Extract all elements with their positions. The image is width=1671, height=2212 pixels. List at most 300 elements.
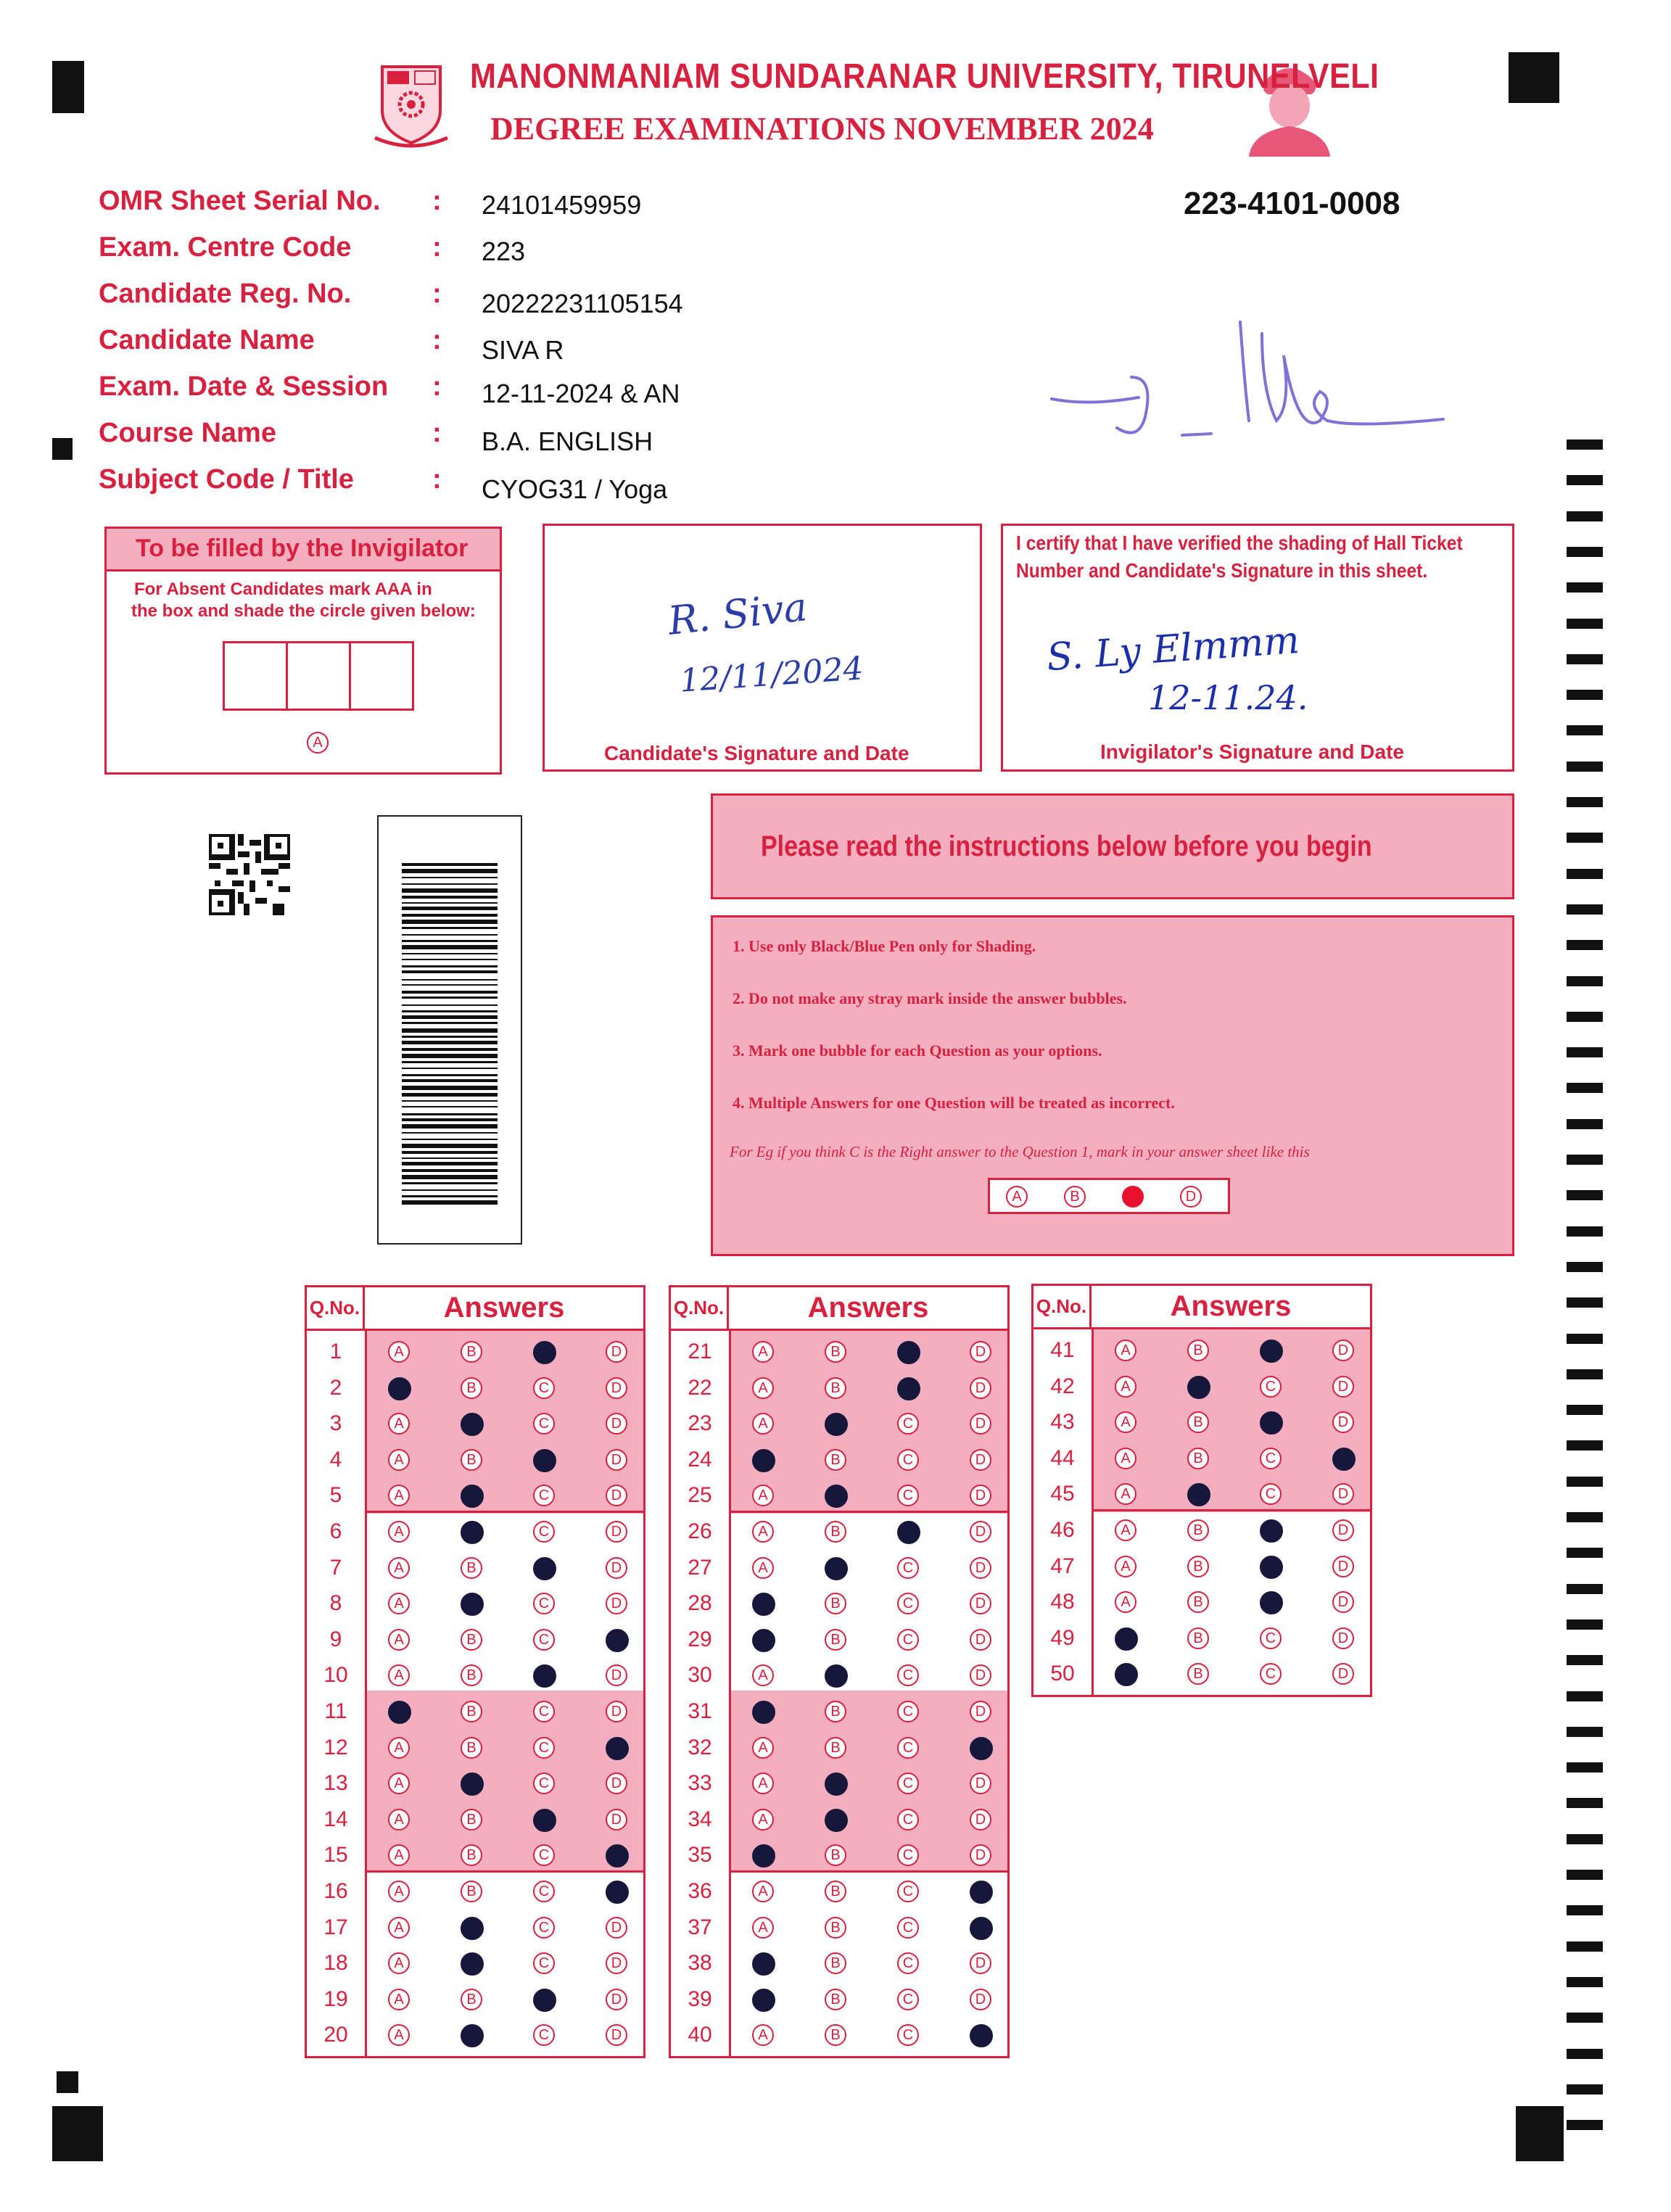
answer-bubble-c[interactable]: C	[533, 1629, 555, 1651]
answer-bubble-b[interactable]: B	[461, 1449, 482, 1471]
answer-bubble-b[interactable]: B	[825, 1377, 846, 1399]
answer-bubble-c[interactable]	[1260, 1591, 1283, 1614]
question-number: 22	[688, 1375, 712, 1400]
answer-bubble-c[interactable]: C	[533, 1413, 555, 1435]
answer-bubble-b[interactable]: B	[1187, 1627, 1209, 1649]
answer-bubble-c[interactable]: C	[533, 2024, 555, 2046]
question-number: 34	[688, 1807, 712, 1831]
answer-bubble-c[interactable]: C	[897, 1701, 919, 1722]
answer-bubble-c[interactable]: C	[897, 1629, 919, 1651]
answer-bubble-d[interactable]: D	[1332, 1627, 1354, 1649]
answer-bubble-a[interactable]: A	[1115, 1340, 1136, 1361]
answer-row	[671, 1837, 1007, 1873]
answer-bubble-b[interactable]: B	[461, 1557, 482, 1579]
answer-bubble-b[interactable]	[825, 1485, 848, 1508]
answer-bubble-a[interactable]: A	[752, 2024, 774, 2046]
answer-bubble-b[interactable]: B	[461, 1341, 482, 1363]
answer-bubble-a[interactable]: A	[752, 1485, 774, 1506]
answer-bubble-b[interactable]: B	[825, 1341, 846, 1363]
answer-bubble-c[interactable]: C	[533, 1881, 555, 1902]
info-label: Candidate Name	[99, 325, 315, 355]
answer-bubble-d[interactable]: D	[1332, 1663, 1354, 1685]
barcode-bar	[402, 1036, 498, 1038]
answer-bubble-b[interactable]: B	[825, 1844, 846, 1866]
barcode-bar	[402, 945, 498, 949]
answer-bubble-b[interactable]	[825, 1413, 848, 1436]
answer-bubble-d[interactable]: D	[1332, 1376, 1354, 1398]
question-number: 29	[688, 1627, 712, 1651]
answer-bubble-b[interactable]: B	[825, 1989, 846, 2010]
barcode-bar	[402, 1157, 498, 1159]
timing-mark	[1567, 1977, 1603, 1987]
barcode-bar	[402, 1139, 498, 1140]
question-number: 1	[329, 1340, 342, 1363]
answer-row	[671, 1550, 1007, 1586]
answer-bubble-d[interactable]: D	[606, 1485, 627, 1506]
answer-bubble-c[interactable]: C	[1260, 1627, 1282, 1649]
qno-header: Q.No.	[1033, 1286, 1092, 1327]
answer-row	[307, 1873, 643, 1910]
answer-bubble-a[interactable]	[752, 1989, 775, 2012]
answer-bubble-b[interactable]	[461, 1917, 484, 1940]
answer-row	[671, 1802, 1007, 1838]
answer-bubble-c[interactable]	[1260, 1411, 1283, 1435]
timing-mark	[1567, 1262, 1603, 1272]
answer-table-header	[1033, 1286, 1370, 1329]
answer-bubble-a[interactable]: A	[1115, 1556, 1136, 1577]
question-number: 6	[329, 1519, 342, 1543]
absent-mark-box-3[interactable]	[351, 641, 414, 711]
answer-bubble-a[interactable]: A	[388, 1881, 410, 1902]
answer-bubble-d[interactable]: D	[606, 1664, 627, 1686]
answer-bubble-d[interactable]: D	[606, 1952, 627, 1974]
question-number: 26	[688, 1519, 712, 1543]
answer-bubble-c[interactable]	[533, 1809, 556, 1832]
absent-instructions-line1: For Absent Candidates mark AAA in	[134, 579, 432, 599]
answer-bubble-b[interactable]: B	[825, 1737, 846, 1759]
answer-bubble-b[interactable]	[825, 1809, 848, 1832]
absent-mark-box-2[interactable]	[288, 641, 351, 711]
candidate-signature-box	[542, 524, 982, 772]
answer-row	[307, 1334, 643, 1370]
answer-bubble-c[interactable]: C	[533, 1521, 555, 1543]
answer-bubble-b[interactable]: B	[1187, 1448, 1209, 1469]
answer-bubble-c[interactable]: C	[897, 1449, 919, 1471]
answer-bubble-c[interactable]: C	[533, 1485, 555, 1506]
answer-bubble-a[interactable]: A	[388, 1737, 410, 1759]
answer-bubble-a[interactable]: A	[388, 1629, 410, 1651]
timing-mark	[1567, 976, 1603, 986]
timing-mark	[1567, 1012, 1603, 1022]
answer-bubble-a[interactable]: A	[388, 1449, 410, 1471]
answer-bubble-d[interactable]: D	[970, 1557, 991, 1579]
answer-bubble-b[interactable]: B	[1187, 1519, 1209, 1541]
answer-bubble-d[interactable]: D	[606, 1341, 627, 1363]
answer-bubble-d[interactable]: D	[606, 1701, 627, 1722]
answer-bubble-b[interactable]: B	[825, 1701, 846, 1722]
barcode-bar	[402, 1162, 498, 1165]
answer-bubble-d[interactable]: D	[970, 1629, 991, 1651]
answer-bubble-d[interactable]: D	[606, 2024, 627, 2046]
answer-bubble-b[interactable]: B	[825, 1521, 846, 1543]
invigilator-signature: S. Ly Elmmm	[1045, 618, 1301, 680]
invigilator-box-title: To be filled by the Invigilator	[136, 535, 469, 562]
answer-bubble-b[interactable]: B	[1187, 1340, 1209, 1361]
answer-bubble-a[interactable]: A	[1115, 1448, 1136, 1469]
answer-bubble-c[interactable]: C	[533, 1917, 555, 1939]
answer-bubble-b[interactable]: B	[461, 1809, 482, 1831]
answer-bubble-c[interactable]: C	[897, 1881, 919, 1902]
answer-bubble-c[interactable]	[533, 1664, 556, 1688]
answer-bubble-a[interactable]: A	[388, 1341, 410, 1363]
answer-bubble-a[interactable]: A	[388, 1593, 410, 1614]
answer-bubble-a[interactable]	[388, 1377, 411, 1400]
barcode-bar	[402, 1074, 498, 1076]
answer-bubble-b[interactable]	[461, 1773, 484, 1796]
answer-bubble-a[interactable]: A	[752, 1413, 774, 1435]
answer-bubble-d[interactable]: D	[970, 1701, 991, 1722]
answer-bubble-d[interactable]: D	[606, 1377, 627, 1399]
answer-bubble-d[interactable]: D	[1332, 1340, 1354, 1361]
timing-mark	[1567, 1190, 1603, 1200]
barcode-bar	[402, 1132, 498, 1134]
answer-row	[307, 1693, 643, 1730]
answer-bubble-b[interactable]: B	[461, 1629, 482, 1651]
answer-bubble-c[interactable]	[1260, 1340, 1283, 1363]
answer-bubble-a[interactable]: A	[388, 1952, 410, 1974]
example-bubble-b: B	[1064, 1186, 1086, 1208]
answer-bubble-a[interactable]	[1115, 1663, 1138, 1686]
answer-bubble-c[interactable]	[533, 1341, 556, 1364]
barcode-bar	[402, 1015, 498, 1019]
answer-bubble-d[interactable]: D	[970, 1809, 991, 1831]
answer-bubble-a[interactable]: A	[752, 1773, 774, 1794]
question-number: 19	[323, 1986, 348, 2011]
barcode-bar	[402, 1118, 498, 1121]
barcode-bar	[402, 1195, 498, 1197]
answer-bubble-d[interactable]: D	[606, 1557, 627, 1579]
answer-bubble-b[interactable]: B	[461, 1377, 482, 1399]
answer-bubble-b[interactable]	[461, 1593, 484, 1616]
answer-bubble-a[interactable]: A	[388, 1557, 410, 1579]
barcode-bar	[402, 888, 498, 893]
answer-bubble-c[interactable]: C	[533, 1844, 555, 1866]
answer-bubble-d[interactable]	[1332, 1448, 1356, 1471]
answer-bubble-a[interactable]: A	[388, 1989, 410, 2010]
answer-bubble-c[interactable]: C	[897, 2024, 919, 2046]
timing-mark	[1567, 1941, 1603, 1952]
answer-bubble-b[interactable]: B	[825, 1593, 846, 1614]
answer-bubble-a[interactable]: A	[388, 1485, 410, 1506]
answer-bubble-c[interactable]: C	[1260, 1448, 1282, 1469]
info-colon: :	[432, 464, 442, 495]
answer-bubble-a[interactable]: A	[388, 2024, 410, 2046]
answer-bubble-c[interactable]	[897, 1341, 920, 1364]
answer-bubble-b[interactable]	[461, 1952, 484, 1976]
info-value: SIVA R	[482, 335, 564, 365]
question-number: 31	[688, 1699, 712, 1723]
answer-bubble-d[interactable]: D	[970, 1844, 991, 1866]
answer-bubble-c[interactable]: C	[897, 1737, 919, 1759]
answer-bubble-d[interactable]	[606, 1844, 629, 1868]
answer-bubble-c[interactable]: C	[533, 1737, 555, 1759]
answer-bubble-b[interactable]	[1187, 1376, 1210, 1399]
question-number: 21	[688, 1340, 712, 1363]
timing-mark	[1567, 1155, 1603, 1165]
answer-bubble-b[interactable]	[461, 1485, 484, 1508]
answer-bubble-d[interactable]: D	[606, 1989, 627, 2010]
answer-bubble-a[interactable]	[752, 1701, 775, 1724]
answer-bubble-a[interactable]	[752, 1629, 775, 1652]
answer-bubble-c[interactable]	[1260, 1556, 1283, 1579]
answer-bubble-d[interactable]	[970, 1737, 993, 1760]
answer-bubble-d[interactable]	[970, 1881, 993, 1904]
barcode-bar	[402, 940, 498, 942]
answer-bubble-b[interactable]: B	[1187, 1411, 1209, 1433]
answer-bubble-a[interactable]: A	[1115, 1519, 1136, 1541]
answer-bubble-a[interactable]: A	[388, 1773, 410, 1794]
barcode-bar	[402, 883, 498, 885]
answer-row	[307, 1765, 643, 1802]
answers-header: Answers	[807, 1292, 929, 1324]
answer-bubble-b[interactable]: B	[825, 1917, 846, 1939]
answer-bubble-a[interactable]: A	[752, 1881, 774, 1902]
answer-bubble-b[interactable]: B	[461, 1701, 482, 1722]
question-number: 5	[329, 1483, 342, 1508]
answer-bubble-d[interactable]	[606, 1737, 629, 1760]
answer-bubble-d[interactable]: D	[606, 1809, 627, 1831]
answer-bubble-b[interactable]: B	[825, 1952, 846, 1974]
timing-mark	[1567, 762, 1603, 772]
timing-mark	[1567, 690, 1603, 700]
answer-bubble-c[interactable]: C	[897, 1809, 919, 1831]
answer-bubble-c[interactable]: C	[1260, 1483, 1282, 1505]
answer-bubble-a[interactable]: A	[1115, 1376, 1136, 1398]
answer-bubble-c[interactable]: C	[1260, 1376, 1282, 1398]
timing-mark	[1567, 833, 1603, 843]
answers-header: Answers	[443, 1292, 565, 1324]
answer-bubble-c[interactable]: C	[897, 1485, 919, 1506]
answer-bubble-c[interactable]: C	[533, 1377, 555, 1399]
answer-bubble-a[interactable]: A	[752, 1809, 774, 1831]
answer-bubble-a[interactable]	[752, 1593, 775, 1616]
answer-bubble-a[interactable]: A	[752, 1664, 774, 1686]
answer-bubble-b[interactable]: B	[825, 1629, 846, 1651]
answer-bubble-d[interactable]	[970, 1917, 993, 1940]
info-colon: :	[432, 232, 442, 263]
timing-mark	[1567, 1798, 1603, 1808]
answer-bubble-b[interactable]: B	[1187, 1663, 1209, 1685]
answer-bubble-a[interactable]: A	[752, 1917, 774, 1939]
answer-row	[1033, 1584, 1370, 1620]
answer-table	[305, 1285, 645, 2058]
barcode-bar	[402, 1061, 498, 1063]
info-colon: :	[432, 418, 442, 448]
answer-bubble-d[interactable]: D	[606, 1593, 627, 1614]
answer-bubble-d[interactable]: D	[970, 1773, 991, 1794]
answer-bubble-b[interactable]	[461, 1521, 484, 1544]
answer-bubble-d[interactable]: D	[970, 1593, 991, 1614]
absent-mark-box-1[interactable]	[223, 641, 288, 711]
answer-bubble-c[interactable]	[533, 1989, 556, 2012]
barcode-bar	[402, 1068, 498, 1069]
answer-row	[1033, 1404, 1370, 1440]
answer-bubble-d[interactable]: D	[970, 1413, 991, 1435]
example-bubble-c	[1122, 1186, 1144, 1208]
barcode-bar	[402, 863, 498, 866]
answer-bubble-c[interactable]: C	[897, 1773, 919, 1794]
answer-bubble-b[interactable]	[825, 1664, 848, 1688]
invigilator-certify-box	[1001, 524, 1514, 772]
answer-bubble-d[interactable]: D	[606, 1773, 627, 1794]
question-number: 30	[688, 1663, 712, 1688]
answer-bubble-a[interactable]: A	[388, 1664, 410, 1686]
barcode-bar	[402, 934, 498, 936]
answer-bubble-a[interactable]	[1115, 1627, 1138, 1651]
answer-bubble-a[interactable]	[752, 1844, 775, 1868]
answer-bubble-d[interactable]: D	[970, 1341, 991, 1363]
question-number: 45	[1050, 1482, 1075, 1506]
answer-bubble-c[interactable]: C	[897, 1989, 919, 2010]
answer-bubble-c[interactable]: C	[897, 1844, 919, 1866]
university-logo	[371, 59, 451, 154]
answer-bubble-d[interactable]: D	[1332, 1411, 1354, 1433]
answer-bubble-c[interactable]	[533, 1449, 556, 1472]
certify-text-line2: Number and Candidate's Signature in this sheet.	[1016, 559, 1428, 582]
candidate-signature-caption: Candidate's Signature and Date	[604, 742, 909, 764]
answer-bubble-a[interactable]	[752, 1449, 775, 1472]
answer-bubble-c[interactable]	[1260, 1519, 1283, 1543]
answer-bubble-b[interactable]: B	[1187, 1556, 1209, 1577]
answer-bubble-d[interactable]: D	[606, 1449, 627, 1471]
answer-bubble-d[interactable]: D	[1332, 1591, 1354, 1613]
answer-bubble-d[interactable]: D	[606, 1413, 627, 1435]
answer-bubble-a[interactable]: A	[388, 1521, 410, 1543]
answer-row	[307, 1550, 643, 1586]
answer-bubble-a[interactable]	[388, 1701, 411, 1724]
answer-bubble-d[interactable]: D	[1332, 1519, 1354, 1541]
answer-bubble-d[interactable]: D	[970, 1449, 991, 1471]
answer-bubble-b[interactable]: B	[461, 1881, 482, 1902]
answer-bubble-c[interactable]	[897, 1521, 920, 1544]
answer-bubble-c[interactable]: C	[897, 1413, 919, 1435]
answer-bubble-c[interactable]	[897, 1377, 920, 1400]
answer-bubble-b[interactable]: B	[461, 1989, 482, 2010]
answer-bubble-a[interactable]: A	[388, 1809, 410, 1831]
answer-row	[671, 1477, 1007, 1514]
answer-bubble-c[interactable]	[533, 1557, 556, 1580]
answer-bubble-b[interactable]: B	[461, 1664, 482, 1686]
answer-row	[671, 1910, 1007, 1946]
answer-row	[307, 1477, 643, 1514]
answer-bubble-d[interactable]	[606, 1881, 629, 1904]
answer-bubble-b[interactable]	[1187, 1483, 1210, 1506]
absent-mark-boxes[interactable]	[223, 641, 414, 711]
question-number: 42	[1050, 1374, 1075, 1398]
answer-row	[671, 2017, 1007, 2053]
question-number: 3	[329, 1411, 342, 1436]
answer-bubble-c[interactable]: C	[897, 1917, 919, 1939]
answer-bubble-d[interactable]: D	[970, 1664, 991, 1686]
info-colon: :	[432, 186, 442, 216]
barcode-bar	[402, 979, 498, 981]
answer-row	[671, 1981, 1007, 2018]
answer-bubble-c[interactable]: C	[897, 1557, 919, 1579]
answer-bubble-c[interactable]: C	[533, 1593, 555, 1614]
answer-bubble-b[interactable]	[461, 2024, 484, 2047]
answer-bubble-a[interactable]: A	[1115, 1483, 1136, 1505]
answer-bubble-b[interactable]: B	[825, 1449, 846, 1471]
answer-bubble-a[interactable]: A	[752, 1377, 774, 1399]
barcode-bar	[402, 1004, 498, 1006]
answer-bubble-d[interactable]	[970, 2024, 993, 2047]
answer-bubble-c[interactable]: C	[897, 1952, 919, 1974]
answer-bubble-a[interactable]: A	[752, 1737, 774, 1759]
answer-bubble-b[interactable]: B	[461, 1737, 482, 1759]
absent-bubble[interactable]: A	[307, 732, 329, 754]
answer-bubble-d[interactable]: D	[606, 1917, 627, 1939]
answer-bubble-c[interactable]: C	[1260, 1663, 1282, 1685]
answer-bubble-d[interactable]: D	[970, 1377, 991, 1399]
answer-bubble-a[interactable]: A	[388, 1917, 410, 1939]
timing-mark	[1567, 1691, 1603, 1701]
answer-bubble-c[interactable]: C	[533, 1773, 555, 1794]
answer-bubble-d[interactable]: D	[1332, 1556, 1354, 1577]
answer-bubble-c[interactable]: C	[897, 1664, 919, 1686]
answer-bubble-d[interactable]: D	[606, 1521, 627, 1543]
barcode-bar	[402, 1022, 498, 1024]
registration-mark-bottom-right	[1516, 2106, 1564, 2161]
answer-bubble-b[interactable]	[825, 1557, 848, 1580]
answer-bubble-a[interactable]	[752, 1952, 775, 1976]
answer-bubble-a[interactable]: A	[1115, 1411, 1136, 1433]
answer-bubble-d[interactable]: D	[970, 1989, 991, 2010]
answer-bubble-c[interactable]: C	[533, 1952, 555, 1974]
answer-bubble-a[interactable]: A	[752, 1341, 774, 1363]
timing-mark	[1567, 1083, 1603, 1093]
answer-row	[671, 1873, 1007, 1910]
question-number: 33	[688, 1771, 712, 1796]
question-number: 50	[1050, 1662, 1075, 1686]
answer-bubble-b[interactable]: B	[461, 1844, 482, 1866]
answer-bubble-a[interactable]: A	[388, 1413, 410, 1435]
answer-bubble-c[interactable]: C	[533, 1701, 555, 1722]
barcode-bar	[402, 1124, 498, 1128]
registration-mark-top-left	[52, 61, 84, 113]
answer-bubble-b[interactable]: B	[825, 2024, 846, 2046]
answer-bubble-d[interactable]: D	[970, 1952, 991, 1974]
answer-bubble-c[interactable]: C	[897, 1593, 919, 1614]
barcode-bar	[402, 1093, 498, 1097]
answer-bubble-a[interactable]: A	[752, 1557, 774, 1579]
answer-bubble-b[interactable]: B	[825, 1881, 846, 1902]
answer-bubble-b[interactable]	[825, 1773, 848, 1796]
answer-bubble-d[interactable]: D	[970, 1521, 991, 1543]
answer-bubble-a[interactable]: A	[752, 1521, 774, 1543]
answer-bubble-a[interactable]: A	[1115, 1591, 1136, 1613]
question-number: 23	[688, 1411, 712, 1436]
answer-row	[671, 1585, 1007, 1622]
answer-bubble-a[interactable]: A	[388, 1844, 410, 1866]
answer-bubble-b[interactable]: B	[1187, 1591, 1209, 1613]
answer-bubble-b[interactable]	[461, 1413, 484, 1436]
timing-mark	[1567, 1477, 1603, 1487]
answer-bubble-d[interactable]: D	[970, 1485, 991, 1506]
timing-mark	[1567, 1440, 1603, 1450]
answer-bubble-d[interactable]	[606, 1629, 629, 1652]
answer-row	[307, 1981, 643, 2018]
answer-bubble-d[interactable]: D	[1332, 1483, 1354, 1505]
